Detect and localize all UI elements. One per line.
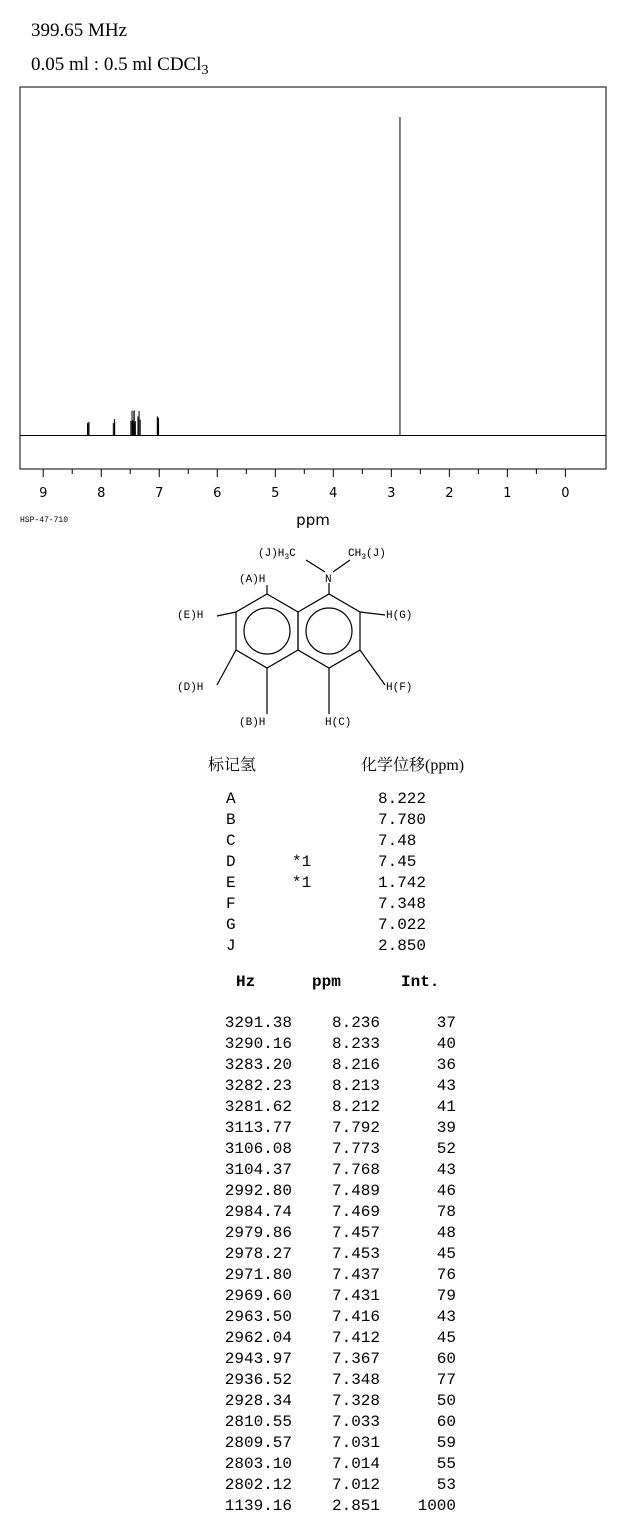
- assignment-shift: 7.780: [378, 811, 427, 829]
- peak-int: 78: [436, 1203, 456, 1221]
- peak-hz: 2962.04: [224, 1329, 292, 1347]
- assignment-row: [226, 810, 426, 831]
- assignment-note: [292, 915, 378, 936]
- peak-row: [214, 1013, 456, 1034]
- peak-int: 60: [436, 1413, 456, 1431]
- peak-ppm: 7.012: [331, 1476, 380, 1494]
- peak-row: [214, 1118, 456, 1139]
- peak-row: [214, 1265, 456, 1286]
- assignment-row: [226, 936, 426, 957]
- x-tick-label: 0: [561, 486, 570, 501]
- peak-ppm: 8.233: [331, 1035, 380, 1053]
- peak-int: 45: [436, 1329, 456, 1347]
- assignment-note: [292, 831, 378, 852]
- peak-hz: 1139.16: [224, 1497, 292, 1515]
- peak-header-int: Int.: [401, 973, 440, 991]
- peak-hz: 2984.74: [224, 1203, 292, 1221]
- assignment-note: [292, 894, 378, 915]
- peak-hz: 2810.55: [224, 1413, 292, 1431]
- peak-hz: 2963.50: [224, 1308, 292, 1326]
- assignment-label: C: [226, 832, 236, 850]
- peak-hz: 3282.23: [224, 1077, 292, 1095]
- aromatic-circle-left: [244, 608, 290, 654]
- peak-ppm: 7.489: [331, 1182, 380, 1200]
- assignment-shift: 7.022: [378, 916, 427, 934]
- peak-hz: 3283.20: [224, 1056, 292, 1074]
- peak-int: 36: [436, 1056, 456, 1074]
- peak-int: 41: [436, 1098, 456, 1116]
- aromatic-circle-right: [306, 608, 352, 654]
- assignment-shift: 8.222: [378, 790, 427, 808]
- peak-row: [214, 1076, 456, 1097]
- peak-int: 43: [436, 1077, 456, 1095]
- peak-hz: 3281.62: [224, 1098, 292, 1116]
- peak-row: [214, 1223, 456, 1244]
- peak-int: 60: [436, 1350, 456, 1368]
- peak-table: [214, 1013, 456, 1517]
- x-tick-label: 4: [329, 486, 338, 501]
- x-tick-label: 7: [155, 486, 164, 501]
- peak-ppm: 7.469: [331, 1203, 380, 1221]
- assignment-note: [292, 810, 378, 831]
- x-tick-label: 3: [387, 486, 396, 501]
- peak-hz: 2809.57: [224, 1434, 292, 1452]
- peak-row: [214, 1496, 456, 1517]
- peak-hz: 2992.80: [224, 1182, 292, 1200]
- label-h-f: H(F): [386, 682, 413, 694]
- bond-h-e: [217, 612, 236, 616]
- peak-hz: 2978.27: [224, 1245, 292, 1263]
- assignment-label: A: [226, 790, 236, 808]
- bond-n-ch3-right: [333, 560, 350, 572]
- peak-int: 1000: [417, 1497, 456, 1515]
- peak-int: 59: [436, 1434, 456, 1452]
- peak-row: [214, 1370, 456, 1391]
- assignment-table: [226, 789, 426, 957]
- x-tick-label: 6: [213, 486, 222, 501]
- label-n: N: [325, 574, 332, 586]
- peak-ppm: 7.348: [331, 1371, 380, 1389]
- peak-ppm: 7.457: [331, 1224, 380, 1242]
- bond-h-f: [360, 650, 385, 685]
- molecule-structure: [150, 535, 450, 735]
- assignment-row: [226, 873, 426, 894]
- peak-int: 48: [436, 1224, 456, 1242]
- peak-int: 46: [436, 1182, 456, 1200]
- assignment-row: [226, 852, 426, 873]
- x-tick-label: 1: [503, 486, 512, 501]
- peak-int: 43: [436, 1161, 456, 1179]
- peak-row: [214, 1181, 456, 1202]
- peak-ppm: 7.453: [331, 1245, 380, 1263]
- peak-ppm: 7.031: [331, 1434, 380, 1452]
- peak-hz: 2803.10: [224, 1455, 292, 1473]
- peak-int: 39: [436, 1119, 456, 1137]
- label-h-e: (E)H: [177, 610, 204, 622]
- peak-ppm: 7.768: [331, 1161, 380, 1179]
- assignment-label: B: [226, 811, 236, 829]
- peak-int: 40: [436, 1035, 456, 1053]
- assignment-note: *1: [292, 874, 312, 892]
- label-h-a: (A)H: [239, 574, 266, 586]
- peak-ppm: 7.416: [331, 1308, 380, 1326]
- x-axis-ticks: [39, 469, 569, 501]
- assignment-note: [292, 789, 378, 810]
- assignment-shift: 7.45: [378, 853, 417, 871]
- peak-int: 45: [436, 1245, 456, 1263]
- peak-ppm: 7.437: [331, 1266, 380, 1284]
- assignment-shift: 2.850: [378, 937, 427, 955]
- peak-int: 76: [436, 1266, 456, 1284]
- peak-ppm: 7.412: [331, 1329, 380, 1347]
- peak-hz: 2979.86: [224, 1224, 292, 1242]
- peak-row: [214, 1160, 456, 1181]
- peak-row: [214, 1433, 456, 1454]
- peak-ppm: 7.328: [331, 1392, 380, 1410]
- assignment-label: E: [226, 874, 236, 892]
- peak-int: 43: [436, 1308, 456, 1326]
- peak-row: [214, 1307, 456, 1328]
- nmr-spectrum-chart: [0, 80, 626, 535]
- x-tick-label: 2: [445, 486, 454, 501]
- assignment-header-shift: 化学位移(ppm): [361, 757, 465, 774]
- peak-row: [214, 1475, 456, 1496]
- assignment-row: [226, 915, 426, 936]
- plot-frame: [20, 87, 606, 469]
- peak-ppm: 7.367: [331, 1350, 380, 1368]
- assignment-label: G: [226, 916, 236, 934]
- assignment-row: [226, 894, 426, 915]
- peak-int: 50: [436, 1392, 456, 1410]
- peak-ppm: 8.212: [331, 1098, 380, 1116]
- peak-ppm: 2.851: [331, 1497, 380, 1515]
- peak-row: [214, 1034, 456, 1055]
- x-tick-label: 8: [97, 486, 106, 501]
- peak-row: [214, 1202, 456, 1223]
- label-h-g: H(G): [386, 610, 413, 622]
- peak-int: 55: [436, 1455, 456, 1473]
- peak-row: [214, 1097, 456, 1118]
- label-j-right: $CH_3(J)$: [348, 548, 386, 562]
- peak-int: 52: [436, 1140, 456, 1158]
- label-h-b: (B)H: [239, 717, 266, 729]
- x-tick-label: 9: [39, 486, 48, 501]
- assignment-shift: 7.48: [378, 832, 417, 850]
- peak-row: [214, 1412, 456, 1433]
- ring-left: [236, 594, 298, 668]
- ring-right: [298, 594, 360, 668]
- peak-hz: 3291.38: [224, 1014, 292, 1032]
- peak-hz: 2943.97: [224, 1350, 292, 1368]
- assignment-row: [226, 789, 426, 810]
- peak-row: [214, 1391, 456, 1412]
- peak-ppm: 7.014: [331, 1455, 380, 1473]
- assignment-row: [226, 831, 426, 852]
- assignment-note: *1: [292, 853, 312, 871]
- peak-hz: 3106.08: [224, 1140, 292, 1158]
- peak-hz: 2969.60: [224, 1287, 292, 1305]
- bond-h-d: [217, 650, 236, 685]
- peak-hz: 3113.77: [224, 1119, 292, 1137]
- sample-solvent: [31, 54, 209, 76]
- peak-int: 37: [436, 1014, 456, 1032]
- peak-row: [214, 1454, 456, 1475]
- label-h-c: H(C): [325, 717, 352, 729]
- peak-hz: 2802.12: [224, 1476, 292, 1494]
- peak-ppm: 8.213: [331, 1077, 380, 1095]
- solvent-text: 0.05 ml : 0.5 ml CDCl: [31, 54, 202, 75]
- peak-ppm: 7.033: [331, 1413, 380, 1431]
- peak-ppm: 7.431: [331, 1287, 380, 1305]
- assignment-shift: 1.742: [378, 874, 427, 892]
- peak-row: [214, 1349, 456, 1370]
- bond-n-ch3-left: [306, 560, 325, 572]
- peak-hz: 2928.34: [224, 1392, 292, 1410]
- peak-int: 79: [436, 1287, 456, 1305]
- peak-hz: 2936.52: [224, 1371, 292, 1389]
- peak-header-ppm: ppm: [312, 973, 341, 991]
- assignment-shift: 7.348: [378, 895, 427, 913]
- label-h-d: (D)H: [177, 682, 204, 694]
- assignment-note: [292, 936, 378, 957]
- x-tick-label: 5: [271, 486, 280, 501]
- solvent-subscript: 3: [201, 63, 209, 78]
- spectrum-code: HSP-47-710: [20, 516, 69, 525]
- assignment-header-label: 标记氢: [208, 757, 257, 774]
- peak-row: [214, 1139, 456, 1160]
- peak-ppm: 8.216: [331, 1056, 380, 1074]
- bond-h-g: [360, 612, 385, 615]
- assignment-label: D: [226, 853, 236, 871]
- x-axis-label: ppm: [296, 511, 330, 529]
- peak-int: 77: [436, 1371, 456, 1389]
- peak-hz: 3104.37: [224, 1161, 292, 1179]
- assignment-label: J: [226, 937, 236, 955]
- label-j-left: $(J)H_3C$: [258, 548, 296, 562]
- peak-header-hz: Hz: [236, 973, 256, 991]
- peak-ppm: 7.773: [331, 1140, 380, 1158]
- peak-int: 53: [436, 1476, 456, 1494]
- peak-hz: 2971.80: [224, 1266, 292, 1284]
- peak-ppm: 8.236: [331, 1014, 380, 1032]
- peak-hz: 3290.16: [224, 1035, 292, 1053]
- peak-row: [214, 1286, 456, 1307]
- spectrometer-frequency: 399.65 MHz: [31, 20, 128, 41]
- assignment-label: F: [226, 895, 236, 913]
- peak-row: [214, 1328, 456, 1349]
- peak-row: [214, 1244, 456, 1265]
- peak-layer: [88, 117, 400, 436]
- peak-row: [214, 1055, 456, 1076]
- peak-ppm: 7.792: [331, 1119, 380, 1137]
